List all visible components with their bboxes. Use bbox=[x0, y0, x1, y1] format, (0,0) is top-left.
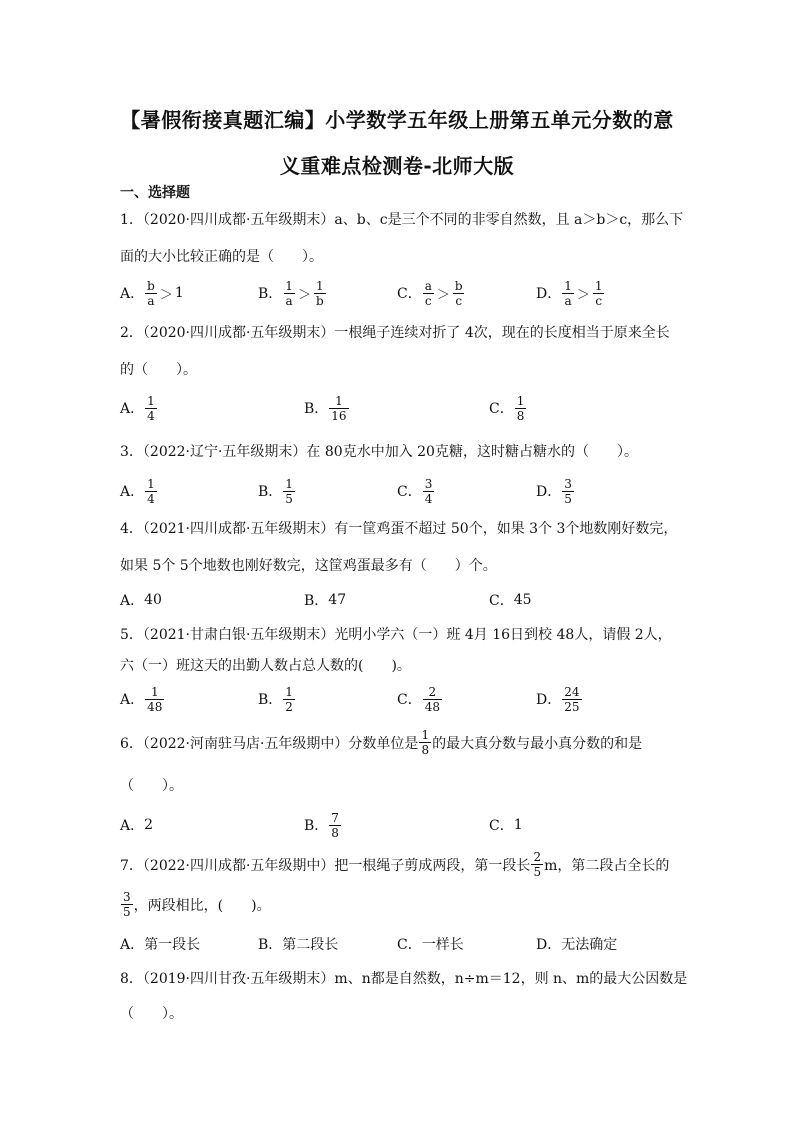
denominator: 5 bbox=[533, 865, 542, 879]
numerator: 1 bbox=[594, 278, 603, 293]
denominator: 2 bbox=[285, 699, 293, 714]
q6-option-c bbox=[489, 808, 523, 842]
denominator: b bbox=[315, 293, 324, 308]
q3-option-d bbox=[536, 474, 575, 508]
option-label: A． bbox=[120, 286, 145, 302]
option-label: A． bbox=[120, 692, 145, 708]
option-label: D． bbox=[536, 286, 562, 302]
numerator: a bbox=[424, 278, 432, 293]
option-value: 1 bbox=[513, 817, 523, 833]
option-label: B． bbox=[304, 818, 329, 834]
q3-option-b bbox=[258, 474, 296, 508]
option-label: C． bbox=[489, 818, 514, 834]
option-value: 一样长 bbox=[421, 937, 464, 953]
fraction bbox=[283, 685, 295, 714]
fraction bbox=[283, 477, 295, 506]
numerator: 2 bbox=[533, 850, 542, 864]
q4-line2: 如果 5个 5个地数也刚好数完，这筐鸡蛋最多有（ ）个。 bbox=[120, 558, 497, 574]
fraction bbox=[283, 279, 295, 308]
q5-line2: 六（一）班这天的出勤人数占总人数的( )。 bbox=[120, 658, 411, 674]
q2-option-c bbox=[489, 391, 527, 425]
q5-option-a bbox=[120, 682, 165, 716]
q7-option-a bbox=[120, 927, 200, 961]
relation-sign: ＞ bbox=[159, 287, 173, 303]
denominator: 8 bbox=[421, 743, 430, 757]
denominator: 5 bbox=[564, 491, 572, 506]
denominator: 48 bbox=[147, 699, 163, 714]
numerator: 1 bbox=[421, 728, 430, 742]
q1-option-b bbox=[258, 276, 327, 310]
numerator: 1 bbox=[285, 684, 293, 699]
q7-text-line2: ，两段相比，( )。 bbox=[133, 897, 271, 914]
fraction bbox=[145, 279, 157, 308]
q2-option-a bbox=[120, 391, 158, 425]
q3-option-a bbox=[120, 474, 158, 508]
numerator: 1 bbox=[147, 476, 155, 491]
q4-option-b bbox=[304, 583, 346, 617]
q4-option-c bbox=[489, 583, 532, 617]
option-label: B． bbox=[258, 484, 283, 500]
numerator: 3 bbox=[123, 890, 131, 904]
fraction bbox=[562, 685, 581, 714]
option-label: B． bbox=[304, 593, 329, 609]
denominator: 8 bbox=[516, 408, 525, 423]
option-label: D． bbox=[536, 692, 562, 708]
option-label: C． bbox=[489, 593, 514, 609]
denominator: a bbox=[147, 293, 155, 308]
q7-option-b bbox=[258, 927, 338, 961]
denominator: 5 bbox=[285, 491, 293, 506]
doc-title-line1: 【暑假衔接真题汇编】小学数学五年级上册第五单元分数的意 bbox=[120, 108, 674, 132]
q4-line1: 4．（2021·四川成都·五年级期末）有一筐鸡蛋不超过 50个，如果 3个 3个地数刚好数完， bbox=[120, 521, 678, 537]
q5-option-b bbox=[258, 682, 296, 716]
option-label: B． bbox=[258, 937, 283, 953]
q7-text-pre: 7．（2022·四川成都·五年级期中）把一根绳子剪成两段，第一段长 bbox=[120, 857, 531, 874]
numerator: 7 bbox=[331, 810, 339, 825]
option-value: 47 bbox=[328, 592, 347, 608]
option-label: B． bbox=[258, 692, 283, 708]
denominator: 4 bbox=[147, 408, 155, 423]
denominator: c bbox=[455, 293, 463, 308]
fraction bbox=[562, 279, 574, 308]
option-value: 2 bbox=[144, 817, 154, 833]
q3-line1: 3．（2022·辽宁·五年级期末）在 80克水中加入 20克糖，这时糖占糖水的（ ）。 bbox=[120, 444, 638, 460]
q6-text-pre: 6．（2022·河南驻马店·五年级期中）分数单位是 bbox=[120, 735, 419, 752]
numerator: 1 bbox=[285, 476, 293, 491]
option-label: B． bbox=[304, 401, 329, 417]
numerator: 1 bbox=[564, 278, 572, 293]
fraction bbox=[423, 477, 435, 506]
numerator: 1 bbox=[147, 393, 155, 408]
q6-option-a bbox=[120, 808, 153, 842]
fraction bbox=[145, 685, 164, 714]
relation-sign: ＞ bbox=[436, 287, 450, 303]
option-label: A． bbox=[120, 484, 145, 500]
fraction bbox=[423, 279, 434, 308]
fraction bbox=[531, 850, 543, 879]
option-label: A． bbox=[120, 937, 145, 953]
option-value: 45 bbox=[513, 592, 532, 608]
option-value: 1 bbox=[174, 285, 184, 301]
q1-option-c bbox=[397, 276, 466, 310]
q6-option-b bbox=[304, 808, 342, 842]
numerator: b bbox=[147, 278, 155, 293]
numerator: 3 bbox=[564, 476, 572, 491]
q7-text-post: m，第二段占全长的 bbox=[544, 857, 670, 874]
fraction bbox=[329, 394, 348, 423]
q2-line1: 2．（2020·四川成都·五年级期末）一根绳子连续对折了 4次，现在的长度相当于原来全长 bbox=[120, 325, 670, 341]
q7-line2 bbox=[120, 890, 271, 919]
fraction bbox=[515, 394, 527, 423]
q5-option-c bbox=[397, 682, 443, 716]
denominator: 16 bbox=[331, 408, 347, 423]
q7-option-d bbox=[536, 927, 617, 961]
q1-line1: 1．（2020·四川成都·五年级期末）a、b、c是三个不同的非零自然数，且 a＞b＞c，那么下 bbox=[120, 212, 684, 228]
q1-line2: 面的大小比较正确的是（ ）。 bbox=[120, 249, 323, 265]
fraction bbox=[562, 477, 574, 506]
option-label: A． bbox=[120, 818, 145, 834]
option-label: A． bbox=[120, 401, 145, 417]
denominator: 4 bbox=[147, 491, 155, 506]
q1-option-a bbox=[120, 276, 184, 310]
q1-option-d bbox=[536, 276, 606, 310]
denominator: a bbox=[564, 293, 572, 308]
relation-sign: ＞ bbox=[297, 287, 311, 303]
fraction bbox=[145, 477, 157, 506]
option-label: C． bbox=[397, 937, 422, 953]
numerator: 1 bbox=[315, 278, 324, 293]
fraction bbox=[453, 279, 465, 308]
fraction bbox=[423, 685, 442, 714]
option-label: C． bbox=[397, 286, 422, 302]
option-value: 第一段长 bbox=[144, 937, 201, 953]
q6-line2: （ ）。 bbox=[120, 778, 183, 794]
numerator: b bbox=[454, 278, 463, 293]
numerator: 2 bbox=[428, 684, 437, 699]
numerator: 24 bbox=[564, 684, 580, 699]
q8-line1: 8．（2019·四川甘孜·五年级期末）m、n都是自然数，n÷m＝12，则 n、m的最大公因数是 bbox=[120, 971, 688, 987]
option-value: 40 bbox=[144, 592, 162, 608]
option-label: D． bbox=[536, 937, 562, 953]
option-label: C． bbox=[489, 401, 514, 417]
numerator: 3 bbox=[424, 476, 433, 491]
option-label: A． bbox=[120, 593, 145, 609]
numerator: 1 bbox=[335, 393, 343, 408]
option-value: 第二段长 bbox=[282, 937, 339, 953]
q5-option-d bbox=[536, 682, 583, 716]
fraction bbox=[145, 394, 157, 423]
fraction bbox=[329, 811, 341, 840]
fraction bbox=[419, 728, 431, 757]
q2-line2: 的（ ）。 bbox=[120, 362, 197, 378]
denominator: 8 bbox=[331, 825, 339, 840]
q8-line2: （ ）。 bbox=[120, 1006, 183, 1022]
q6-text-post: 的最大真分数与最小真分数的和是 bbox=[432, 735, 643, 752]
relation-sign: ＞ bbox=[576, 287, 590, 303]
option-label: D． bbox=[536, 484, 562, 500]
option-label: C． bbox=[397, 484, 422, 500]
denominator: 48 bbox=[424, 699, 440, 714]
q7-option-c bbox=[397, 927, 464, 961]
numerator: 1 bbox=[150, 684, 159, 699]
q4-option-a bbox=[120, 583, 162, 617]
denominator: c bbox=[595, 293, 603, 308]
denominator: 5 bbox=[123, 905, 131, 919]
denominator: c bbox=[424, 293, 432, 308]
numerator: 1 bbox=[285, 278, 293, 293]
option-label: B． bbox=[258, 286, 283, 302]
q3-option-c bbox=[397, 474, 435, 508]
doc-title-line2: 义重难点检测卷-北师大版 bbox=[279, 154, 515, 178]
numerator: 1 bbox=[516, 393, 525, 408]
denominator: a bbox=[285, 293, 293, 308]
option-value: 无法确定 bbox=[561, 937, 618, 953]
section-heading: 一、选择题 bbox=[120, 185, 190, 201]
denominator: 4 bbox=[424, 491, 433, 506]
q7-line1 bbox=[120, 850, 669, 879]
fraction bbox=[593, 279, 605, 308]
q2-option-b bbox=[304, 391, 350, 425]
option-label: C． bbox=[397, 692, 422, 708]
fraction bbox=[314, 279, 326, 308]
fraction bbox=[121, 890, 133, 919]
q5-line1: 5．（2021·甘肃白银·五年级期末）光明小学六（一）班 4月 16日到校 48人，请假 2人， bbox=[120, 627, 672, 643]
denominator: 25 bbox=[564, 699, 580, 714]
q6-line1 bbox=[120, 728, 642, 757]
